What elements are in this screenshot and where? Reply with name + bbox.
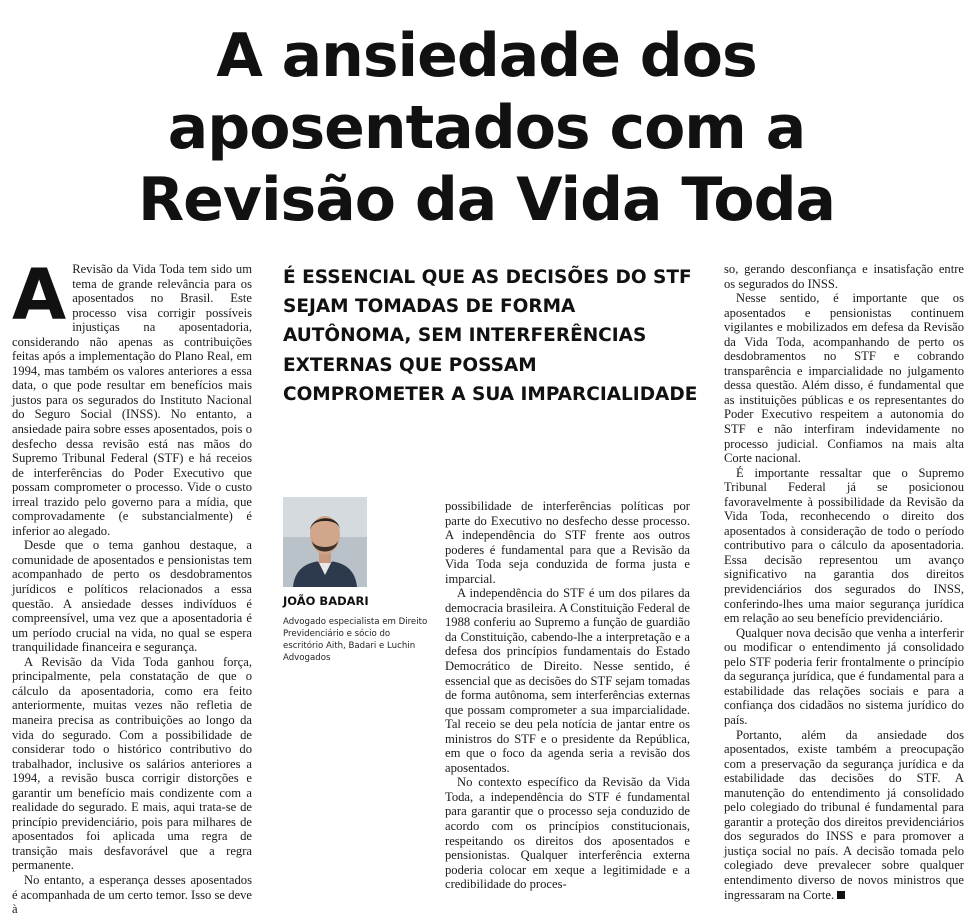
paragraph: Desde que o tema ganhou destaque, a comunidade de aposentados e pensionistas tem acompanhado de perto os desdobramentos jurídicos e políticos relacionados a essa questão. A ansiedade desses indivíduos é compreensível, uma vez que a aposentadoria é um período crucial na vida, no qual se espera tranquilidade financeira e segurança. [12, 538, 252, 655]
paragraph: Revisão da Vida Toda tem sido um tema de grande relevância para os aposentados no Brasil. Este processo visa corrigir possíveis injustiças na aposentadoria, considerando não apenas as contribuições feitas após a implementação do Plano Real, em 1994, mas também os valores anteriores a essa data, o que pode resultar em benefícios mais justos para os segurados do Instituto Nacional do Seguro Social (INSS). No entanto, a ansiedade paira sobre esses aposentados, pois o desfecho dessa revisão está nas mãos do Supremo Tribunal Federal (STF) e há receios de interferências do Poder Executivo que possam comprometer o processo. Vide o custo irreal trazido pelo governo para a mídia, que comprovadamente (e substancialmente) é inferior ao alegado. [12, 262, 252, 538]
paragraph: No entanto, a esperança desses aposentados é acompanhada de um certo temor. Isso se deve à [12, 872, 252, 917]
paragraph: A independência do STF é um dos pilares da democracia brasileira. A Constituição Federal de 1988 conferiu ao Supremo a função de guardião da Constituição, cabendo-lhe a interpretação e a defesa dos princípios fundamentais do Estado Democrático de Direito. Nesse sentido, é essencial que as decisões do STF sejam tomadas de forma autônoma, sem interferências externas que possam comprometer a sua imparcialidade. Tal receio se deu pela notícia de jantar entre os ministros do STF e o presidente da República, em que o foco da agenda seria a revisão dos aposentados. [445, 586, 690, 775]
headline [0, 20, 973, 236]
paragraph: so, gerando desconfiança e insatisfação entre os segurados do INSS. [724, 262, 964, 291]
author-portrait-icon [283, 497, 367, 587]
author-name: JOÃO BADARI [283, 594, 369, 608]
author-bio: Advogado especialista em Direito Previdenciário e sócio do escritório Aith, Badari e Luchin Advogados [283, 617, 428, 663]
paragraph: É importante ressaltar que o Supremo Tribunal Federal já se posicionou favoravelmente à possibilidade da Revisão da Vida Toda, reconhecendo o direito dos aposentados à consideração de todo o período contributivo para o cálculo da aposentadoria. Essa decisão representou um avanço significativo na garantia dos direitos previdenciários dos segurados do INSS, conferindo-lhes uma maior segurança jurídica em relação ao seu benefício previdenciário. [724, 465, 964, 626]
column-1 [12, 254, 252, 917]
paragraph: possibilidade de interferências políticas por parte do Executivo no desfecho desse processo. A independência do STF frente aos outros poderes é fundamental para que a Revisão da Vida Toda seja conduzida de forma justa e imparcial. [445, 499, 690, 586]
paragraph-last [724, 728, 964, 903]
paragraph: Nesse sentido, é importante que os aposentados e pensionistas continuem vigilantes e mobilizados em defesa da Revisão da Vida Toda, acompanhando de perto os desdobramentos no STF e cobrando transparência e imparcialidade no julgamento dessa questão. Além disso, é fundamental que as instituições públicas e os representantes do Poder Executivo respeitem a autonomia do STF e não interfiram indevidamente no processo judicial. Confiamos na mais alta Corte nacional. [724, 291, 964, 466]
end-mark-icon [837, 891, 845, 899]
pull-quote: É ESSENCIAL QUE AS DECISÕES DO STF SEJAM TOMADAS DE FORMA AUTÔNOMA, SEM INTERFERÊNCIAS EXTERNAS QUE POSSAM COMPROMETER A SUA IMPARCIALIDADE [283, 267, 698, 405]
headline-line-2: aposentados com a [167, 93, 806, 163]
paragraph: Qualquer nova decisão que venha a interferir ou modificar o entendimento já consolidado pelo STF poderia ferir frontalmente o princípio da segurança jurídica, que é fundamental para a estabilidade das relações sociais e para a confiança dos cidadãos no sistema jurídico do país. [724, 625, 964, 727]
column-2 [445, 499, 690, 892]
paragraph: No contexto específico da Revisão da Vida Toda, a independência do STF é fundamental para garantir que o processo seja conduzido de acordo com os princípios constitucionais, respeitando os direitos dos aposentados e pensionistas. Qualquer interferência externa poderia colocar em xeque a legitimidade e a credibilidade do proces- [445, 775, 690, 892]
headline-line-3: Revisão da Vida Toda [137, 165, 836, 235]
drop-cap: A [12, 254, 67, 336]
column-3 [724, 262, 964, 902]
headline-line-1: A ansiedade dos [216, 21, 757, 91]
paragraph-last-text: Portanto, além da ansiedade dos aposentados, existe também a preocupação com a preservação da segurança jurídica e da estabilidade das decisões do STF. A manutenção do entendimento já consolidado pelo colegiado do tribunal é fundamental para garantir a proteção dos direitos previdenciários dos segurados do INSS e para promover a justiça social no país. A decisão tomada pelo colegiado deve prevalecer sobre qualquer entendimento diverso de novos ministros que ingressaram na Corte. [724, 727, 964, 902]
author-photo [283, 497, 367, 587]
paragraph: A Revisão da Vida Toda ganhou força, principalmente, pela constatação de que o cálculo da aposentadoria, como era feito anteriormente, muitas vezes não refletia de maneira precisa as contribuições ao longo da vida do segurado. Com a possibilidade de considerar todo o histórico contributivo do trabalhador, inclusive os salários anteriores a 1994, a revisão busca corrigir distorções e garantir um benefício mais condizente com a realidade do segurado. E mais, aqui trata-se de princípio previdenciário, pois para milhares de aposentados foi aplicada uma regra de transição mais desfavorável que a regra permanente. [12, 654, 252, 873]
